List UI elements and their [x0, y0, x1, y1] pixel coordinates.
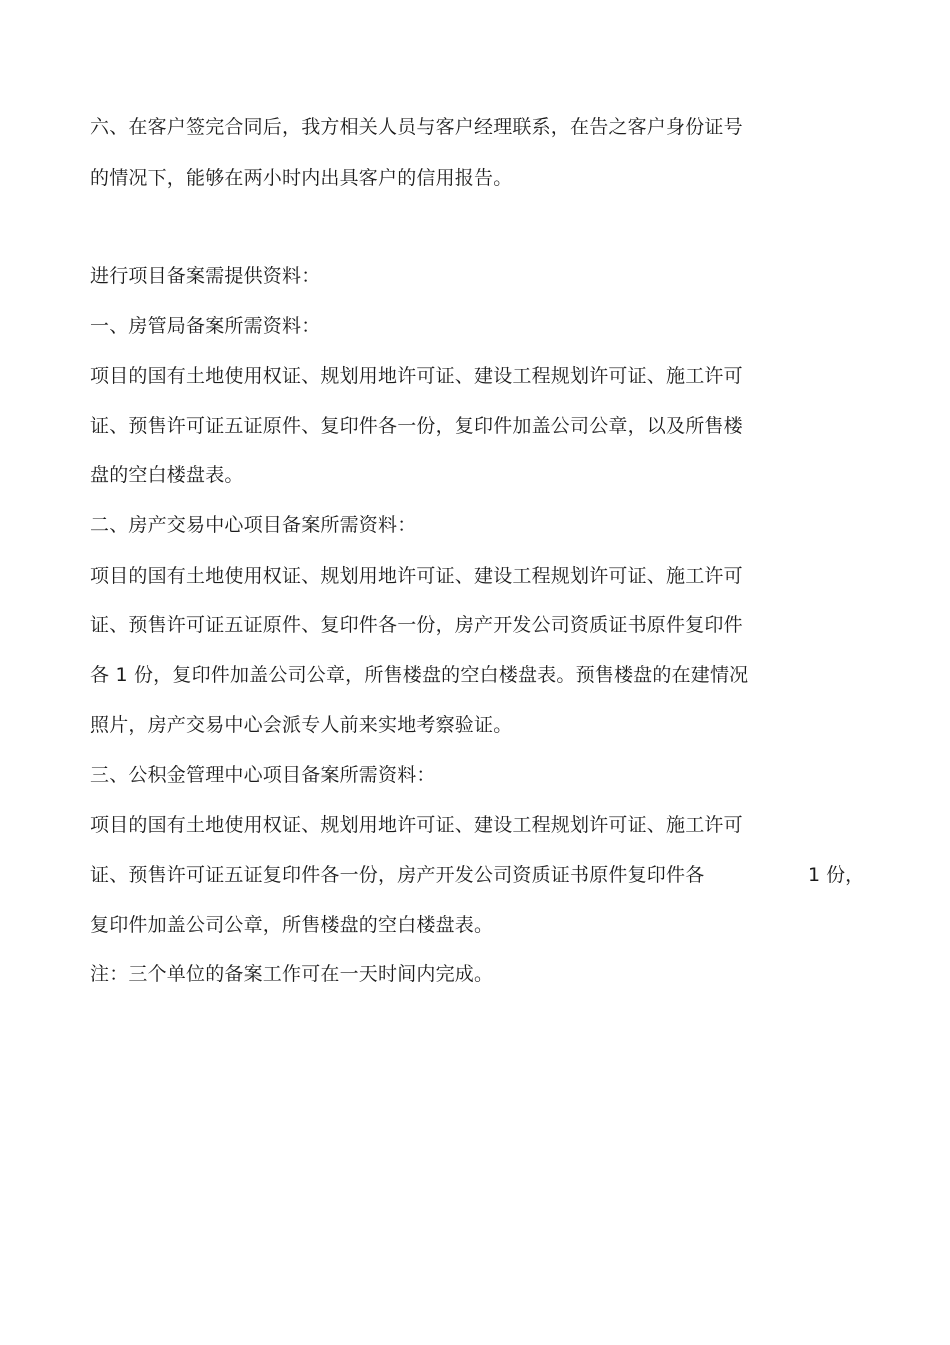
section3-line1: 项目的国有土地使用权证、规划用地许可证、建设工程规划许可证、施工许可 — [90, 814, 743, 836]
section1-title: 一、房管局备案所需资料： — [90, 315, 321, 337]
section3-title: 三、公积金管理中心项目备案所需资料： — [90, 764, 436, 786]
para6-line1: 六、在客户签完合同后，我方相关人员与客户经理联系，在告之客户身份证号 — [90, 116, 743, 138]
section-heading: 进行项目备案需提供资料： — [90, 265, 321, 287]
section2-line2: 证、预售许可证五证原件、复印件各一份，房产开发公司资质证书原件复印件 — [90, 614, 743, 636]
section3-line2-end: 1 份， — [808, 864, 865, 886]
section1-line2: 证、预售许可证五证原件、复印件各一份，复印件加盖公司公章，以及所售楼 — [90, 415, 743, 437]
section2-line1: 项目的国有土地使用权证、规划用地许可证、建设工程规划许可证、施工许可 — [90, 565, 743, 587]
section3-line3: 复印件加盖公司公章，所售楼盘的空白楼盘表。 — [90, 914, 494, 936]
section1-line1: 项目的国有土地使用权证、规划用地许可证、建设工程规划许可证、施工许可 — [90, 365, 743, 387]
section2-title: 二、房产交易中心项目备案所需资料： — [90, 514, 417, 536]
section1-line3: 盘的空白楼盘表。 — [90, 464, 244, 486]
section3-line2: 证、预售许可证五证复印件各一份，房产开发公司资质证书原件复印件各 — [90, 864, 705, 886]
note: 注：三个单位的备案工作可在一天时间内完成。 — [90, 963, 494, 985]
section2-line3: 各 1 份，复印件加盖公司公章，所售楼盘的空白楼盘表。预售楼盘的在建情况 — [90, 664, 749, 686]
section2-line4: 照片，房产交易中心会派专人前来实地考察验证。 — [90, 714, 513, 736]
para6-line2: 的情况下，能够在两小时内出具客户的信用报告。 — [90, 167, 513, 189]
